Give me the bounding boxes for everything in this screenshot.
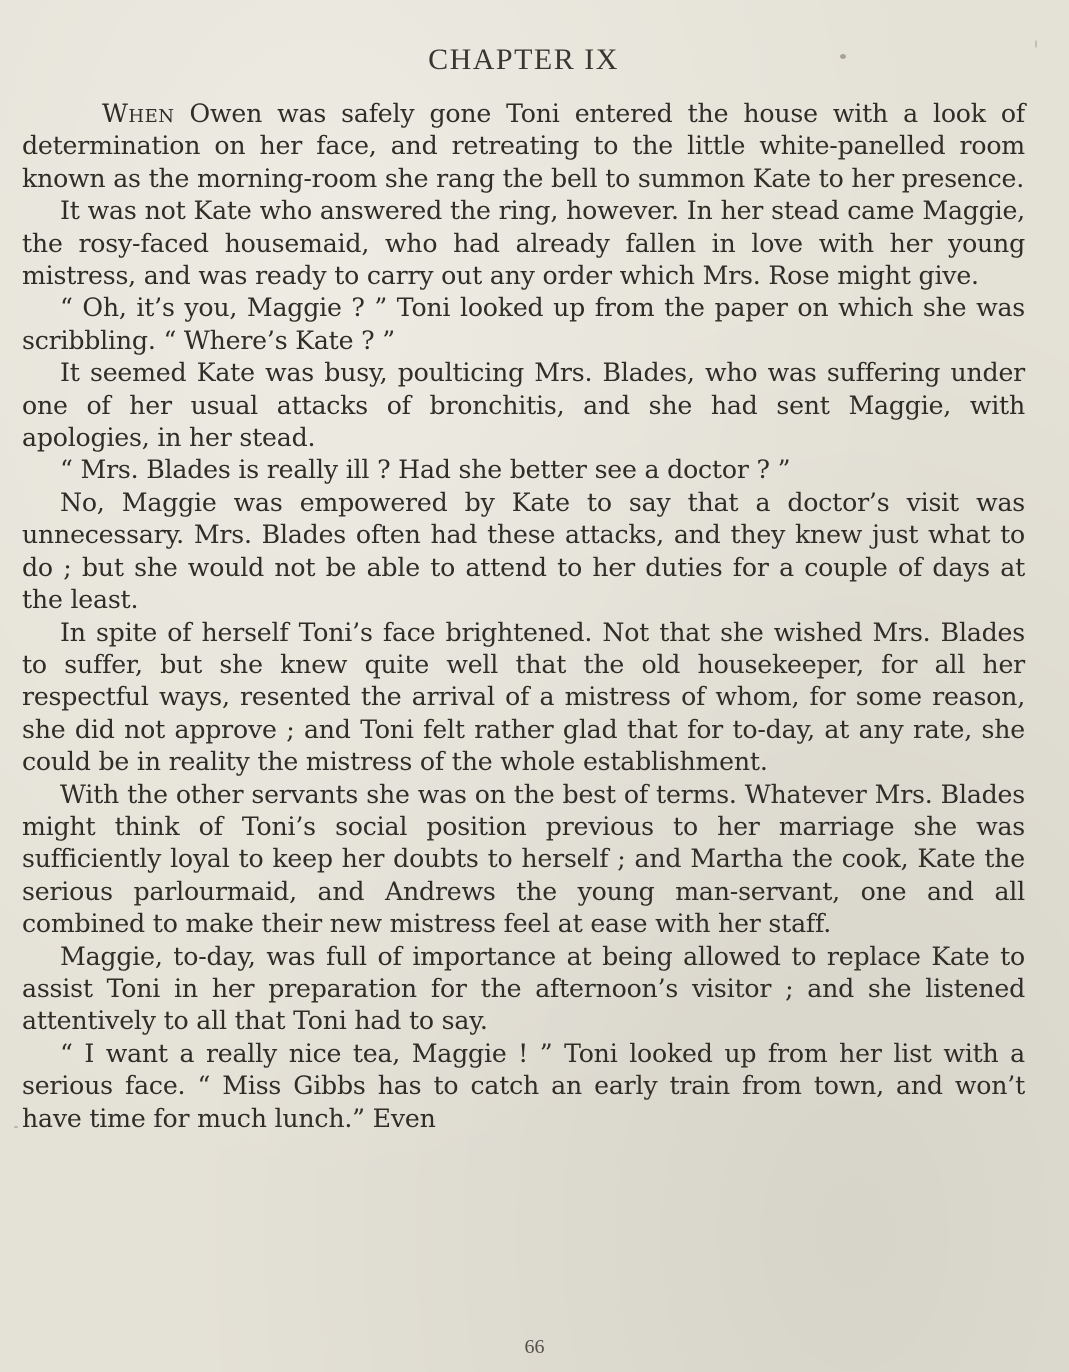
paragraph: No, Maggie was empowered by Kate to say that a doctor’s visit was unnecessary. Mrs. Blades often had these attacks, and they knew just what to do ; but she would not be able to attend to her duties for a couple of days at the least. xyxy=(22,487,1025,615)
chapter-body xyxy=(22,98,1025,1135)
paragraph: With the other servants she was on the best of terms. Whatever Mrs. Blades might think of Toni’s social position previous to her marriage she was sufficiently loyal to keep her doubts to herself ; and Martha the cook, Kate the serious parlourmaid, and Andrews the young man-servant, one and all combined to make their new mistress feel at ease with her staff. xyxy=(22,779,1025,939)
paragraph-text: Owen was safely gone Toni entered the house with a look of determination on her face, and retreating to the little white-panelled room known as the morning-room she rang the bell to summon Kate to her presence. xyxy=(22,99,1025,193)
ink-speck xyxy=(1035,40,1037,48)
paragraph: It seemed Kate was busy, poulticing Mrs. Blades, who was suffering under one of her usual attacks of bronchitis, and she had sent Maggie, with apologies, in her stead. xyxy=(22,358,1025,453)
page-number: 66 xyxy=(524,1336,545,1358)
chapter-title: CHAPTER IX xyxy=(428,43,619,76)
drop-word: When xyxy=(102,99,175,128)
paragraph: “ Oh, it’s you, Maggie ? ” Toni looked up from the paper on which she was scribbling. “ Where’s Kate ? ” xyxy=(22,293,1025,355)
ink-speck xyxy=(14,1126,18,1128)
paragraph: Maggie, to-day, was full of importance at being allowed to replace Kate to assist Toni in her preparation for the afternoon’s visitor ; and she listened attentively to all that Toni had to say. xyxy=(22,941,1025,1036)
paragraph: In spite of herself Toni’s face brightened. Not that she wished Mrs. Blades to suffer, but she knew quite well that the old housekeeper, for all her respectful ways, resented the arrival of a mistress of whom, for some reason, she did not approve ; and Toni felt rather glad that for to-day, at any rate, she could be in reality the mistress of the whole establishment. xyxy=(22,617,1025,777)
paragraph: It was not Kate who answered the ring, however. In her stead came Maggie, the rosy-faced housemaid, who had already fallen in love with her young mistress, and was ready to carry out any order which Mrs. Rose might give. xyxy=(22,196,1025,291)
paragraph xyxy=(22,98,1025,195)
paragraph: “ I want a really nice tea, Maggie ! ” Toni looked up from her list with a serious face. “ Miss Gibbs has to catch an early train from town, and won’t have time for much lunch.” Even xyxy=(22,1038,1025,1133)
ink-speck xyxy=(840,54,846,59)
paragraph: “ Mrs. Blades is really ill ? Had she better see a doctor ? ” xyxy=(60,455,791,485)
